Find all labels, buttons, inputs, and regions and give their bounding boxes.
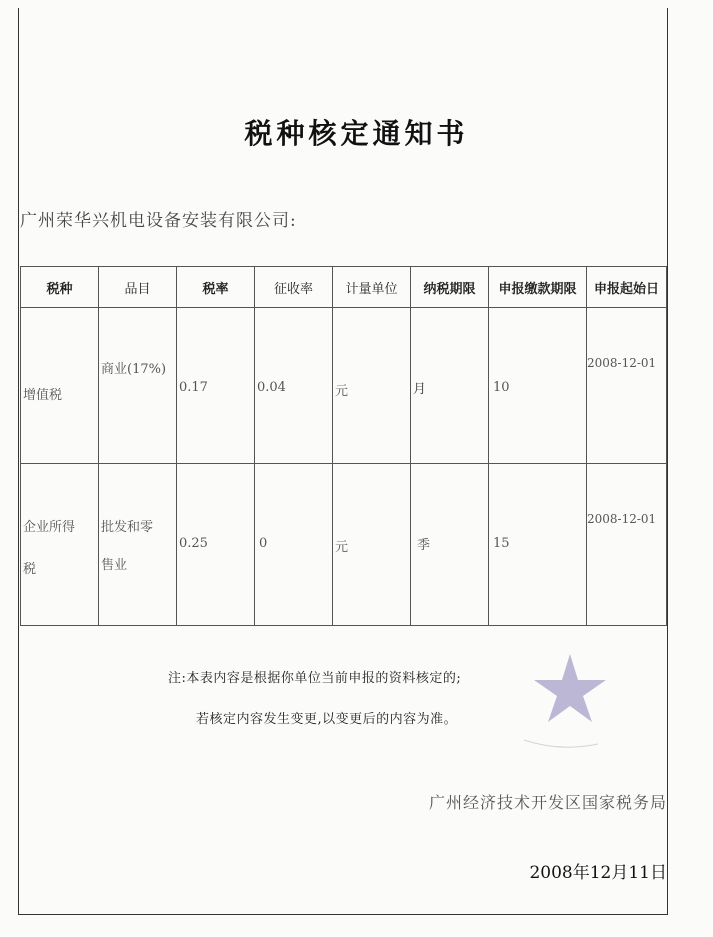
cell-start-date <box>587 464 667 626</box>
cell-tax-rate <box>177 464 255 626</box>
table-row <box>21 464 667 626</box>
tax-type-text: 增值税 <box>23 388 63 403</box>
header-start-date: 申报起始日 <box>587 267 667 308</box>
cell-period <box>411 308 489 464</box>
issuing-authority: 广州经济技术开发区国家税务局 <box>428 793 667 812</box>
start-date-text: 2008-12-01 <box>587 512 657 526</box>
tax-type-text-line2: 税 <box>23 562 37 577</box>
header-item: 品目 <box>99 267 177 308</box>
item-text: 商业(17%) <box>101 362 167 377</box>
header-deadline: 申报缴款期限 <box>489 267 587 308</box>
cell-tax-rate <box>177 308 255 464</box>
cell-collection-rate <box>255 464 333 626</box>
cell-item <box>99 464 177 626</box>
stamp-star-icon <box>534 654 606 722</box>
unit-text: 元 <box>335 540 349 555</box>
header-unit: 计量单位 <box>333 267 411 308</box>
table-row <box>21 308 667 464</box>
cell-unit <box>333 464 411 626</box>
tax-rate-text: 0.17 <box>179 380 208 395</box>
tax-rate-text: 0.25 <box>179 536 208 551</box>
header-period: 纳税期限 <box>411 267 489 308</box>
cell-unit <box>333 308 411 464</box>
cell-period <box>411 464 489 626</box>
issue-date: 2008年12月11日 <box>529 863 667 883</box>
period-text: 季 <box>417 538 431 553</box>
unit-text: 元 <box>335 384 349 399</box>
collection-rate-text: 0 <box>259 536 268 551</box>
deadline-text: 15 <box>493 536 510 551</box>
cell-deadline <box>489 308 587 464</box>
official-stamp-icon <box>520 640 630 750</box>
tax-type-text: 企业所得 <box>23 520 76 535</box>
header-tax-rate: 税率 <box>177 267 255 308</box>
note-line-1: 注:本表内容是根据你单位当前申报的资料核定的; <box>168 671 462 686</box>
cell-deadline <box>489 464 587 626</box>
item-text: 批发和零 <box>101 520 154 535</box>
tax-table <box>20 266 667 626</box>
table-header-row <box>21 267 667 308</box>
item-text-line2: 售业 <box>101 558 128 573</box>
addressee: 广州荣华兴机电设备安装有限公司: <box>20 211 297 231</box>
cell-tax-type <box>21 308 99 464</box>
cell-collection-rate <box>255 308 333 464</box>
start-date-text: 2008-12-01 <box>587 356 657 370</box>
cell-start-date <box>587 308 667 464</box>
cell-item <box>99 308 177 464</box>
cell-tax-type <box>21 464 99 626</box>
note-line-2: 若核定内容发生变更,以变更后的内容为准。 <box>196 712 458 727</box>
header-collection-rate: 征收率 <box>255 267 333 308</box>
header-tax-type: 税种 <box>21 267 99 308</box>
document-title: 税种核定通知书 <box>244 117 469 150</box>
period-text: 月 <box>413 382 427 397</box>
collection-rate-text: 0.04 <box>257 380 286 395</box>
deadline-text: 10 <box>493 380 510 395</box>
